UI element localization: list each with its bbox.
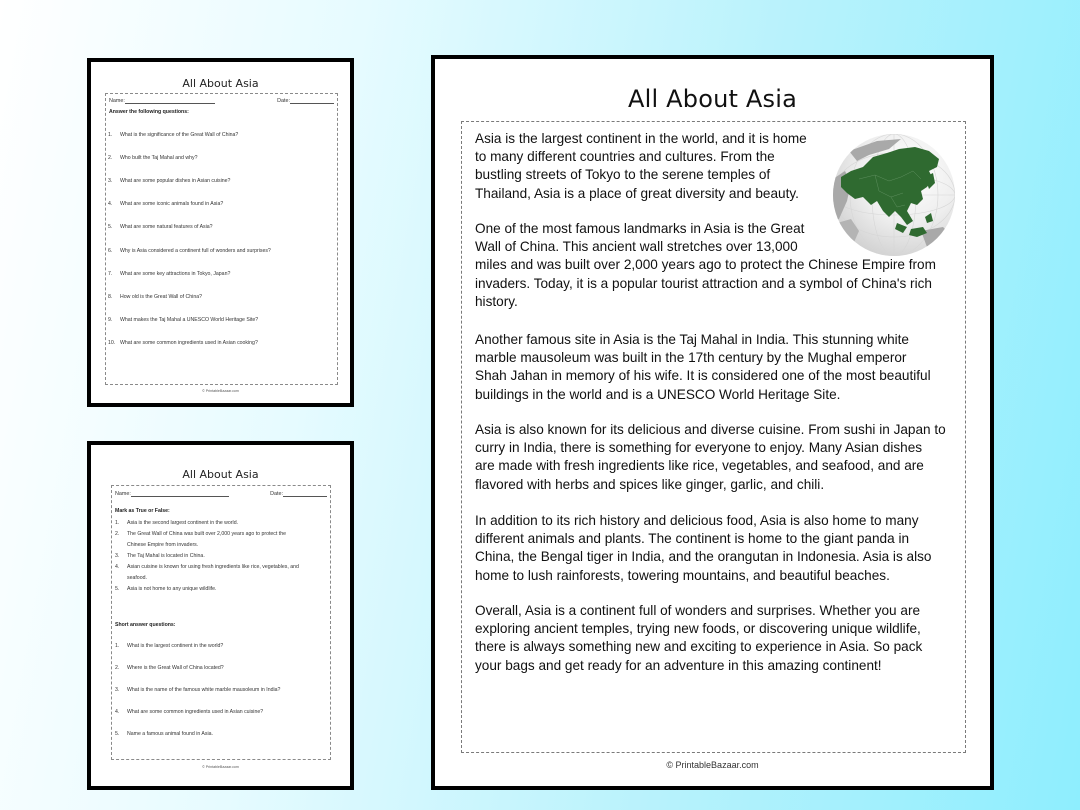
question-number: 3. [108,178,113,184]
item-text: Asian cuisine is known for using fresh ingredients like rice, vegetables, and [127,564,299,570]
question-number: 1. [108,132,113,138]
worksheet-title: All About Asia [182,468,259,481]
passage-paragraph [475,512,931,585]
paragraph-line: to many different countries and cultures. From the [475,149,775,165]
true-false-item [115,531,326,549]
item-number: 2. [115,665,120,671]
short-answer-item [115,687,326,695]
item-number: 1. [115,643,120,649]
passage-paragraph [475,331,931,404]
question-number: 10. [108,340,116,346]
paragraph-line: Another famous site in Asia is the Taj Mahal in India. This stunning white [475,332,909,347]
passage-paragraph [475,421,946,494]
passage-paragraph [475,130,807,203]
question-text: What are some popular dishes in Asian cuisine? [120,178,231,184]
paragraph-line: Overall, Asia is a continent full of wonders and surprises. Whether you are [475,603,921,618]
question-text: What is the significance of the Great Wall of China? [120,132,239,138]
question-text: What are some key attractions in Tokyo, Japan? [120,271,231,277]
date-blank [283,491,327,497]
item-number: 2. [115,531,120,537]
question-number: 2. [108,155,113,161]
worksheet-dashed-box [111,485,331,760]
page-title: All About Asia [627,85,798,113]
worksheet-truefalse-page [87,441,354,790]
question-text: Who built the Taj Mahal and why? [120,155,198,161]
question-item [108,317,333,325]
question-item [108,224,333,232]
paragraph-line: bustling streets of Tokyo to the serene temples of [475,167,771,183]
short-answer-heading: Short answer questions: [115,622,176,628]
item-text: The Great Wall of China was built over 2,000 years ago to protect the [127,531,286,537]
paragraph-line: miles and was built over 2,000 years ago to protect the Chinese Empire from [475,257,936,273]
item-text: Name a famous animal found in Asia. [127,731,213,737]
item-number: 4. [115,709,120,715]
question-number: 8. [108,294,113,300]
paragraph-line: different animals and plants. The continent is home to the giant panda in [475,531,910,547]
passage-paragraph [475,220,936,311]
paragraph-line: Thailand, Asia is a place of great diversity and beauty. [475,185,799,201]
paragraph-line: history. [475,293,518,309]
paragraph-line: marble mausoleum was built in the 17th century by the Mughal emperor [475,350,907,366]
paragraph-line: China, the Bengal tiger in India, and the orangutan in Indonesia. Asia is also [475,549,932,565]
paragraph-line: exploring ancient temples, trying new foods, or discovering unique wildlife, [475,621,921,637]
copyright-text: © PrintableBazaar.com [202,389,239,393]
paragraph-line: curry in India, there is something for everyone to enjoy. Many Asian dishes [475,440,923,456]
paragraph-line: your bags and get ready for an adventure in this amazing continent! [475,657,882,673]
question-number: 6. [108,248,113,254]
item-text: What are some common ingredients used in Asian cuisine? [127,709,264,715]
question-text: What are some common ingredients used in Asian cooking? [120,340,258,346]
item-text-continued: seafood. [127,574,147,581]
item-text: What is the largest continent in the world? [127,643,224,649]
date-label: Date: [270,491,283,497]
question-text: What are some iconic animals found in Asia? [120,201,224,207]
item-text: What is the name of the famous white marble mausoleum in India? [127,687,281,693]
name-date-row [115,491,327,497]
item-number: 3. [115,687,120,693]
date-blank [290,98,334,104]
item-text: Where is the Great Wall of China located? [127,665,224,671]
name-label: Name: [109,98,125,104]
question-number: 5. [108,224,113,230]
true-false-item [115,586,326,594]
true-false-item [115,520,326,528]
paragraph-line: are made with fresh ingredients like rice, vegetables, and seafood, and are [475,458,924,474]
name-blank [125,98,215,104]
paragraph-line: flavored with herbs and spices like ginger, garlic, and chili. [475,476,825,492]
item-text: Asia is not home to any unique wildlife. [127,586,217,592]
item-number: 1. [115,520,120,526]
item-text: The Taj Mahal is located in China. [127,553,205,559]
true-false-item [115,553,326,561]
question-item [108,132,333,140]
question-item [108,294,333,302]
item-number: 3. [115,553,120,559]
worksheet-questions-page [87,58,354,407]
paragraph-line: Shah Jahan in memory of his wife. It is considered one of the most beautiful [475,368,931,384]
short-answer-item [115,731,326,739]
question-item [108,271,333,279]
worksheet-instructions: Answer the following questions: [109,109,189,115]
question-number: 7. [108,271,113,277]
item-number: 5. [115,731,120,737]
copyright-text: © PrintableBazaar.com [202,765,239,769]
paragraph-line: home to lush rainforests, towering mountains, and beautiful beaches. [475,567,890,583]
paragraph-line: Asia is also known for its delicious and diverse cuisine. From sushi in Japan to [475,422,946,437]
question-item [108,248,333,256]
question-number: 9. [108,317,113,323]
item-number: 4. [115,564,120,570]
item-text: Asia is the second largest continent in the world. [127,520,239,526]
paragraph-line: buildings in the world and is a UNESCO World Heritage Site. [475,386,841,402]
question-item [108,155,333,163]
copyright-text: © PrintableBazaar.com [666,760,759,770]
question-text: What are some natural features of Asia? [120,224,213,230]
question-item [108,201,333,209]
question-text: How old is the Great Wall of China? [120,294,202,300]
paragraph-line: there is always something new and exciting to experience in Asia. So pack [475,639,923,655]
question-text: What makes the Taj Mahal a UNESCO World Heritage Site? [120,317,259,323]
name-blank [131,491,229,497]
worksheet-title: All About Asia [182,77,259,90]
paragraph-line: invaders. Today, it is a popular tourist attraction and a symbol of China's rich [475,275,932,291]
question-number: 4. [108,201,113,207]
date-label: Date: [277,98,290,104]
short-answer-item [115,643,326,651]
paragraph-line: In addition to its rich history and delicious food, Asia is also home to many [475,513,919,528]
reading-passage-page [431,55,994,790]
paragraph-line: Wall of China. This ancient wall stretches over 13,000 [475,239,798,255]
name-date-row [109,98,334,104]
question-text: Why is Asia considered a continent full of wonders and surprises? [120,248,271,254]
paragraph-line: Asia is the largest continent in the world, and it is home [475,131,807,146]
true-false-item [115,564,326,582]
item-text-continued: Chinese Empire from invaders. [127,541,199,548]
short-answer-item [115,709,326,717]
true-false-heading: Mark as True or False: [115,508,170,514]
short-answer-item [115,665,326,673]
passage-paragraph [475,602,922,675]
question-item [108,340,333,348]
worksheet-dashed-box [105,93,338,385]
name-label: Name: [115,491,131,497]
paragraph-line: One of the most famous landmarks in Asia is the Great [475,221,805,236]
item-number: 5. [115,586,120,592]
question-item [108,178,333,186]
